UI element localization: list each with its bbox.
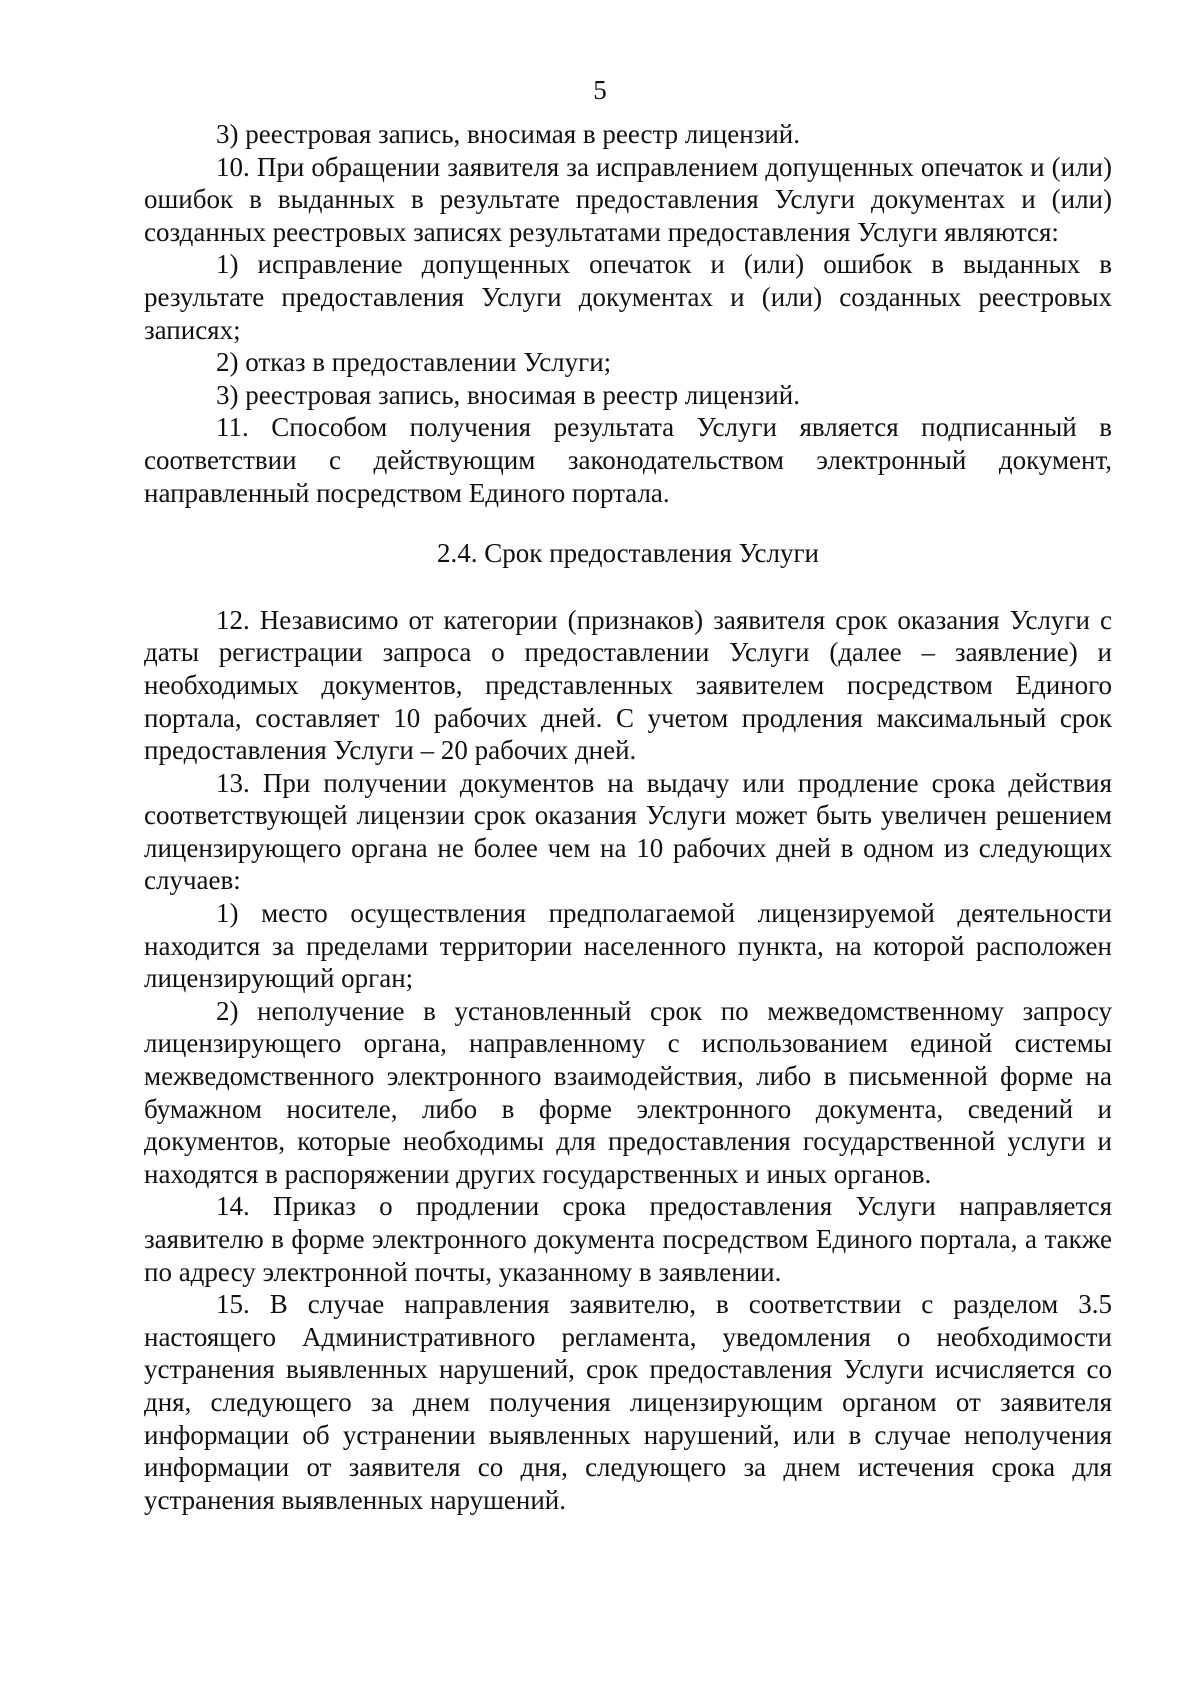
document-body xyxy=(144,118,1112,1516)
paragraph-13: 13. При получении документов на выдачу или продление срока действия соответствующей лицензии срок оказания Услуги может быть увеличен решением лицензирующего органа не более чем на 10 рабочих дней в одном из следующих случаев: xyxy=(144,767,1112,896)
paragraph-10: 10. При обращении заявителя за исправлением допущенных опечаток и (или) ошибок в выданных в результате предоставления Услуги документах и (или) созданных реестровых записях результатами предоставления Услуги являются: xyxy=(144,151,1112,247)
paragraph-10-item-3: 3) реестровая запись, вносимая в реестр лицензий. xyxy=(216,379,801,410)
page-number: 5 xyxy=(593,75,607,105)
paragraph-10-item-1: 1) исправление допущенных опечаток и (или) ошибок в выданных в результате предоставления Услуги документах и (или) созданных реестровых записях; xyxy=(144,249,1112,345)
paragraph-13-item-1: 1) место осуществления предполагаемой лицензируемой деятельности находится за пределами территории населенного пункта, на которой расположен лицензирующий орган; xyxy=(144,898,1112,994)
paragraph-13-item-2: 2) неполучение в установленный срок по межведомственному запросу лицензирующего органа, направленному с использованием единой системы межведомственного электронного взаимодействия, либо в письменной форме на бумажном носителе, либо в форме электронного документа, сведений и документов, которые необходимы для предоставления государственной услуги и находятся в распоряжении других государственных и иных органов. xyxy=(144,995,1112,1189)
paragraph-15: 15. В случае направления заявителю, в соответствии с разделом 3.5 настоящего Административного регламента, уведомления о необходимости устранения выявленных нарушений, срок предоставления Услуги исчисляется со дня, следующего за днем получения лицензирующим органом от заявителя информации об устранении выявленных нарушений, или в случае неполучения информации от заявителя со дня, следующего за днем истечения срока для устранения выявленных нарушений. xyxy=(144,1289,1112,1515)
paragraph-12: 12. Независимо от категории (признаков) заявителя срок оказания Услуги с даты регистрации запроса о предоставлении Услуги (далее – заявление) и необходимых документов, представленных заявителем посредством Единого портала, составляет 10 рабочих дней. С учетом продления максимальный срок предоставления Услуги – 20 рабочих дней. xyxy=(144,604,1112,766)
paragraph-10-item-2: 2) отказ в предоставлении Услуги; xyxy=(216,347,612,378)
paragraph-14: 14. Приказ о продлении срока предоставления Услуги направляется заявителю в форме электронного документа посредством Единого портала, а также по адресу электронной почты, указанному в заявлении. xyxy=(144,1191,1112,1287)
paragraph-11: 11. Способом получения результата Услуги является подписанный в соответствии с действующим законодательством электронный документ, направленный посредством Единого портала. xyxy=(144,412,1112,508)
section-heading: 2.4. Срок предоставления Услуги xyxy=(437,538,819,569)
paragraph-item-3-registry-entry: 3) реестровая запись, вносимая в реестр лицензий. xyxy=(216,119,801,149)
